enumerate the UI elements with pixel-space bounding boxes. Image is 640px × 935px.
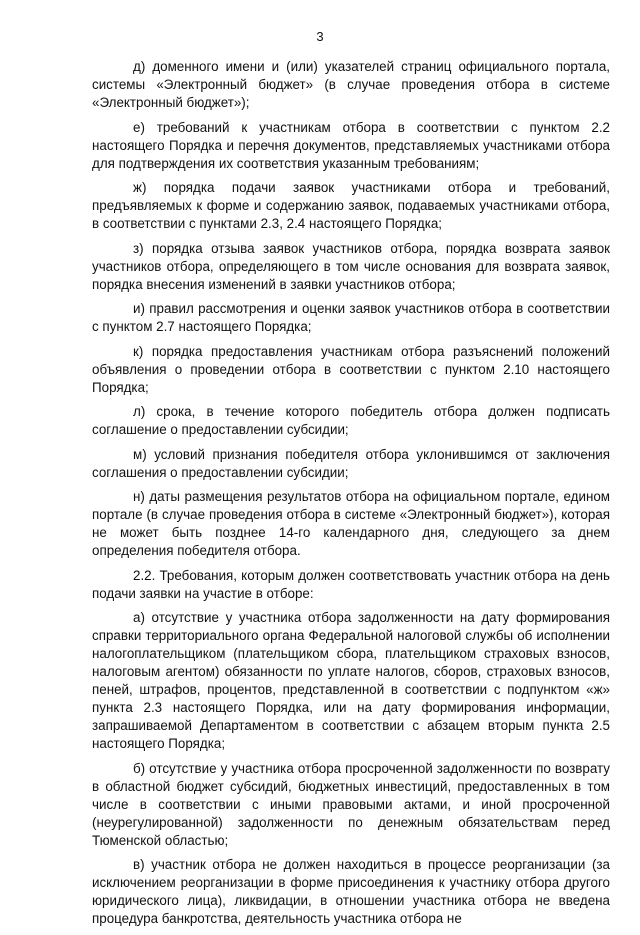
paragraph-e: е) требований к участникам отбора в соответствии с пунктом 2.2 настоящего Порядка и перечня документов, представляемых участниками отбора для подтверждения их соответствия указанным требованиям; [92,119,610,171]
paragraph-zh: ж) порядка подачи заявок участниками отбора и требований, предъявляемых к форме и содержанию заявок, подаваемых участниками отбора, в соответствии с пунктами 2.3, 2.4 настоящего Порядка; [92,180,610,231]
document-body [92,58,610,935]
paragraph-z: з) порядка отзыва заявок участников отбора, порядка возврата заявок участников отбора, определяющего в том числе основания для возврата заявок, порядка внесения изменений в заявки участников отбора; [92,240,610,292]
section-2-2-heading: 2.2. Требования, которым должен соответствовать участник отбора на день подачи заявки на участие в отборе: [92,567,610,601]
paragraph-l: л) срока, в течение которого победитель отбора должен подписать соглашение о предоставлении субсидии; [92,404,610,437]
requirement-a: а) отсутствие у участника отбора задолженности на дату формирования справки территориального органа Федеральной налоговой службы об исполнении налогоплательщиком (плательщиком сбора, плательщиком страховых взносов, налоговым агентом) обязанности по уплате налогов, сборов, страховых взносов, пеней, штрафов, процентов, представленной в соответствии с подпунктом «ж» пункта 2.3 настоящего Порядка, или на дату формирования информации, запрашиваемой Департаментом в соответствии с абзацем вторым пункта 2.5 настоящего Порядка; [92,610,610,751]
requirement-v: в) участник отбора не должен находиться в процессе реорганизации (за исключением реорганизации в форме присоединения к участнику отбора другого юридического лица), ликвидации, в отношении участника отбора не введена процедура банкротства, деятельность участника отбора не [92,857,610,926]
paragraph-n: н) даты размещения результатов отбора на официальном портале, едином портале (в случае проведения отбора в системе «Электронный бюджет»), которая не может быть позднее 14-го календарного дня, следующего за днем определения победителя отбора. [92,489,610,558]
paragraph-i: и) правил рассмотрения и оценки заявок участников отбора в соответствии с пунктом 2.7 настоящего Порядка; [92,301,610,334]
requirement-b: б) отсутствие у участника отбора просроченной задолженности по возврату в областной бюджет субсидий, бюджетных инвестиций, предоставленных в том числе в соответствии с иными правовыми актами, и иной просроченной (неурегулированной) задолженности по денежным обязательствам перед Тюменской областью; [92,760,610,848]
paragraph-k: к) порядка предоставления участникам отбора разъяснений положений объявления о проведении отбора в соответствии с пунктом 2.10 настоящего Порядка; [92,343,610,395]
paragraph-d: д) доменного имени и (или) указателей страниц официального портала, системы «Электронный бюджет» (в случае проведения отбора в системе «Электронный бюджет»); [92,59,610,110]
paragraph-m: м) условий признания победителя отбора уклонившимся от заключения соглашения о предоставлении субсидии; [92,446,610,480]
page-number: 3 [316,29,324,44]
